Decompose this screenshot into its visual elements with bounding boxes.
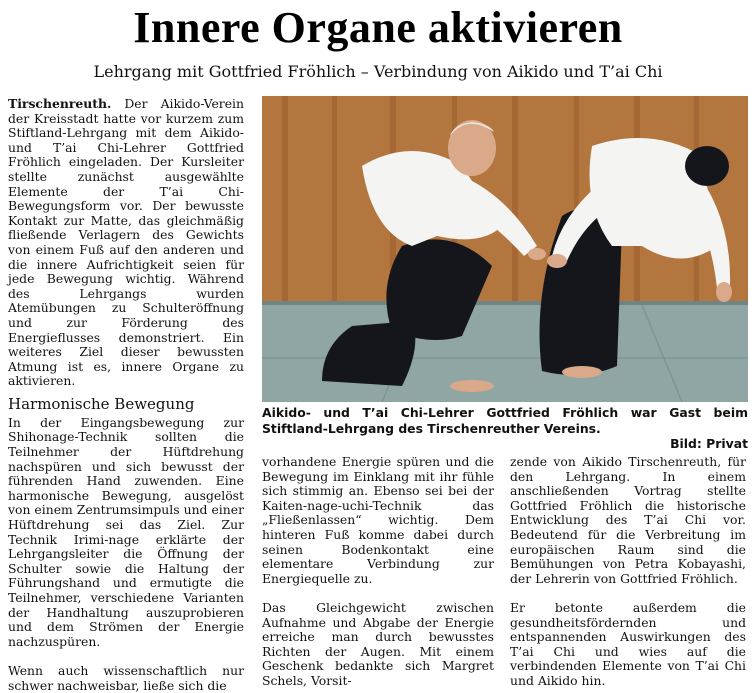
- column-3-paragraph-2: Er betonte außerdem die gesundheitsfördernden und entspannenden Auswirkungen des T’ai Chi und wies auf die verbindenden Elemente von T’ai Chi und Aikido hin.: [510, 599, 746, 688]
- section-subtitle: Harmonische Bewegung: [8, 394, 195, 413]
- article-photo: [262, 96, 748, 402]
- paragraph-2: In der Eingangsbewegung zur Shihonage-Technik sollten die Teilnehmer der Hüftdrehung nachspüren und sich bewusst der führenden Hand zuwenden. Eine harmonische Bewegung, ausgelöst von einem Zentrumsimpuls und einer Hüftdrehung sei das Ziel. Zur Technik Irimi-nage erklärte der Lehrgangsleiter die Öffnung der Schulter sowie die Haltung der Führungshand und ermutigte die Teilnehmer, verschiedene Varianten der Handhaltung auszuprobieren und dem Strömen der Energie nachzuspüren.: [8, 414, 244, 649]
- headline: Innere Organe aktivieren: [133, 3, 623, 52]
- column-2-paragraph-1: vorhandene Energie spüren und die Bewegung im Einklang mit ihr fühle sich stimmig an. Ebenso sei bei der Kaiten-nage-uchi-Technik das „Fließenlassen“ wichtig. Dem hinteren Fuß komme dabei durch seinen Bodenkontakt eine elementare Verbindung zur Energiequelle zu.: [262, 454, 494, 586]
- column-2: [262, 455, 494, 689]
- photo-credit: Bild: Privat: [670, 436, 748, 451]
- dateline: Tirschenreuth.: [8, 96, 112, 111]
- paragraph-3-start: Wenn auch wissenschaftlich nur schwer nachweisbar, ließe sich die: [8, 662, 244, 693]
- column-3-paragraph-1: zende von Aikido Tirschenreuth, für den Lehrgang. In einem anschließenden Vortrag stellte Gottfried Fröhlich die historische Entwicklung des T’ai Chi vor. Bedeutend für die Verbreitung im europäischen Raum sind die Bemühungen von Petra Kobayashi, der Lehrerin von Gottfried Fröhlich.: [510, 454, 746, 586]
- column-1: [8, 97, 244, 693]
- subheadline: Lehrgang mit Gottfried Fröhlich – Verbindung von Aikido und T’ai Chi: [93, 62, 663, 81]
- column-2-paragraph-2: Das Gleichgewicht zwischen Aufnahme und Abgabe der Energie erreiche man durch bewusstes Richten der Augen. Mit einem Geschenk bedankte sich Margret Schels, Vorsit-: [262, 599, 494, 688]
- column-3: [510, 455, 746, 689]
- caption-text: Aikido- und T’ai Chi-Lehrer Gottfried Fröhlich war Gast beim Stiftland-Lehrgang des Tirschenreuther Vereins.: [262, 405, 748, 436]
- paragraph-1-text: Der Aikido-Verein der Kreisstadt hatte vor kurzem zum Stiftland-Lehrgang mit dem Aikido- und T’ai Chi-Lehrer Gottfried Fröhlich eingeladen. Der Kursleiter stellte zunächst ausgewählte Elemente der T’ai Chi-Bewegungsform vor. Der bewusste Kontakt zur Matte, das gleichmäßig fließende Verlagern des Gewichts von einem Fuß auf den anderen und die innere Aufrichtigkeit seien für jede Bewegung wichtig. Während des Lehrgangs wurden Atemübungen zu Schulteröffnung und zur Förderung des Energieflusses demonstriert. Ein weiteres Ziel dieser bewussten Atmung ist es, innere Organe zu aktivieren.: [8, 96, 244, 389]
- photo-caption: [262, 405, 748, 452]
- photo-illustration: [262, 96, 748, 402]
- paragraph-1: [8, 97, 244, 389]
